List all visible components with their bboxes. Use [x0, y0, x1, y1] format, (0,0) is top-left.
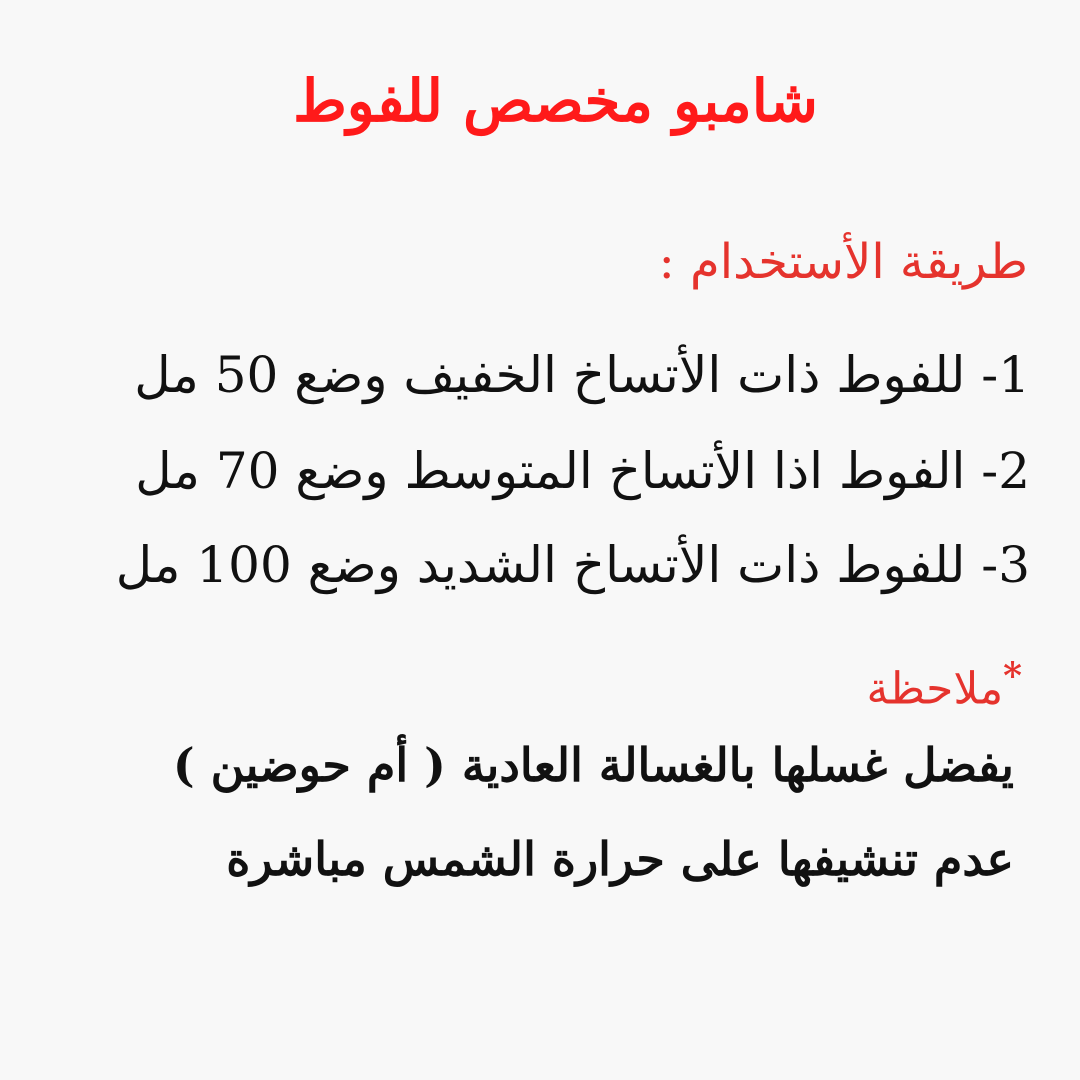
note-heading-row: [422, 655, 1022, 715]
asterisk-marker: *: [1003, 655, 1022, 697]
page-title: شامبو مخصص للفوط: [293, 67, 818, 135]
note-heading: ملاحظة: [866, 663, 1004, 715]
usage-heading: طريقة الأستخدام :: [658, 234, 1028, 290]
usage-item-3: 3- للفوط ذات الأتساخ الشديد وضع 100 مل: [115, 536, 1030, 594]
note-line-1: يفضل غسلها بالغسالة العادية ( أم حوضين ): [172, 738, 1014, 792]
usage-item-2: 2- الفوط اذا الأتساخ المتوسط وضع 70 مل: [135, 442, 1030, 500]
note-line-2: عدم تنشيفها على حرارة الشمس مباشرة: [226, 832, 1014, 886]
usage-item-1: 1- للفوط ذات الأتساخ الخفيف وضع 50 مل: [134, 346, 1030, 404]
